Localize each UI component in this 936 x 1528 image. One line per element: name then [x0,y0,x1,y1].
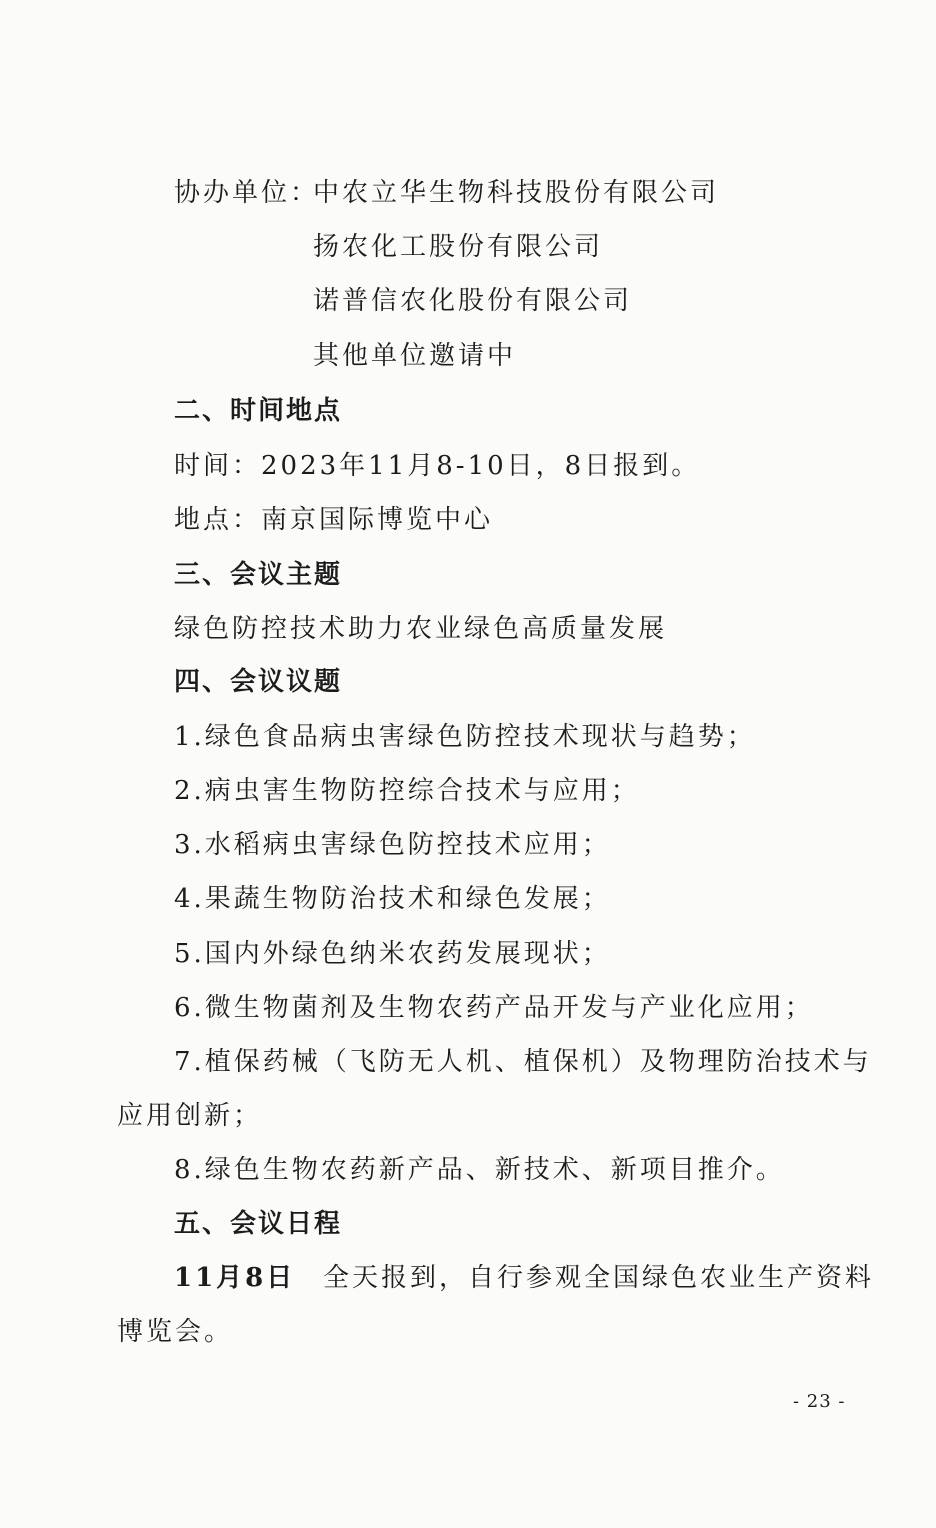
schedule-date: 11月8日 [174,1263,296,1293]
sponsor-unit-4: 其他单位邀请中 [313,341,517,371]
heading-topics: 四、会议议题 [174,667,343,697]
topic-item: 6.微生物菌剂及生物农药产品开发与产业化应用； [174,993,814,1023]
page-number: - 23 - [793,1391,846,1412]
sponsor-unit-3: 诺普信农化股份有限公司 [313,286,633,316]
topic-item: 4.果蔬生物防治技术和绿色发展； [174,884,611,914]
sponsor-unit-1: 中农立华生物科技股份有限公司 [313,178,720,208]
schedule-text: 全天报到，自行参观全国绿色农业生产资料 [323,1263,875,1293]
topic-item: 2.病虫害生物防控综合技术与应用； [174,776,640,806]
topic-item: 8.绿色生物农药新产品、新技术、新项目推介。 [174,1155,785,1185]
topic-item: 5.国内外绿色纳米农药发展现状； [174,939,611,969]
sponsor-unit-2: 扬农化工股份有限公司 [313,232,604,262]
heading-schedule: 五、会议日程 [174,1209,343,1239]
time-text: 时间：2023年11月8-10日，8日报到。 [174,451,701,481]
topic-item: 7.植保药械（飞防无人机、植保机）及物理防治技术与 [174,1047,872,1077]
topic-item: 3.水稻病虫害绿色防控技术应用； [174,830,611,860]
theme-text: 绿色防控技术助力农业绿色高质量发展 [174,614,668,644]
sponsors-label: 协办单位： [174,178,320,208]
heading-theme: 三、会议主题 [174,560,343,590]
topic-item-continuation: 应用创新； [117,1101,263,1131]
place-text: 地点：南京国际博览中心 [174,505,494,535]
schedule-text-continuation: 博览会。 [117,1317,234,1347]
heading-time-place: 二、时间地点 [174,396,343,426]
topic-item: 1.绿色食品病虫害绿色防控技术现状与趋势； [174,722,756,752]
